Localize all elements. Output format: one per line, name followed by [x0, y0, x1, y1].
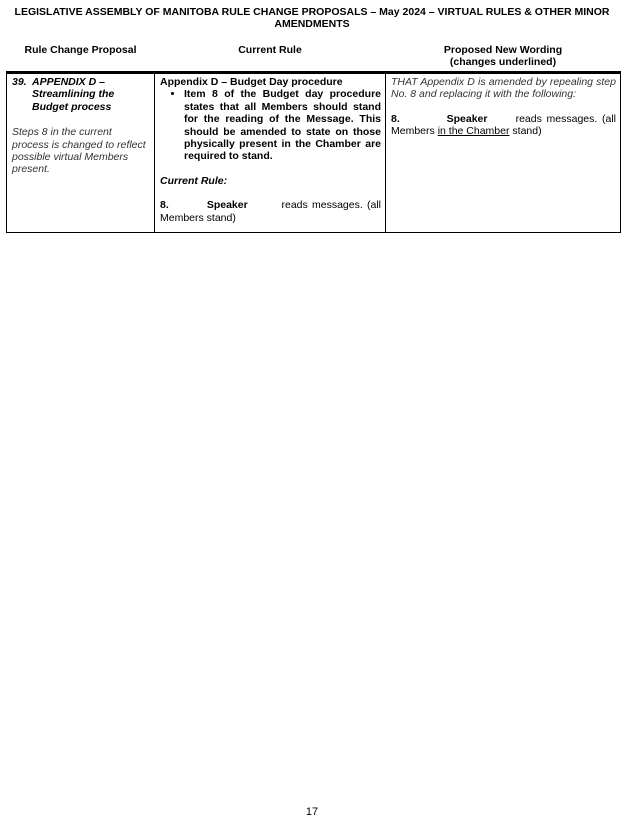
current-rule-number: 8.	[160, 199, 169, 212]
proposed-wording-underlined: in the Chamber	[437, 125, 510, 138]
rule-change-table	[6, 44, 621, 233]
proposed-wording-body-before: reads messages. (all Members	[391, 112, 616, 138]
proposal-title: APPENDIX D – Streamlining the Budget process	[32, 76, 115, 113]
proposed-wording-cell	[386, 73, 621, 233]
header-proposed-wording-line1: Proposed New Wording	[443, 44, 563, 56]
current-rule-speaker: Speaker	[206, 199, 248, 212]
proposal-description: Steps 8 in the current process is changed to reflect possible virtual Members present.	[12, 126, 146, 176]
header-proposed-wording	[386, 44, 621, 73]
proposed-wording-number: 8.	[391, 112, 400, 125]
proposed-wording-intro: THAT Appendix D is amended by repealing step No. 8 and replacing it with the following:	[391, 76, 616, 101]
table-header-row	[7, 44, 621, 73]
current-rule-text	[160, 199, 381, 224]
page-number: 17	[305, 806, 319, 818]
header-proposed-wording-line2: (changes underlined)	[449, 56, 557, 68]
proposal-heading	[12, 76, 150, 113]
proposed-wording-body-after: stand)	[512, 125, 542, 138]
current-rule-body: reads messages. (all Members stand)	[160, 199, 381, 224]
current-rule-cell	[155, 73, 386, 233]
current-rule-bullet: • Item 8 of the Budget day procedure states that all Members should stand for the reading of the Message. This should be amended to state on those physically present in the Chamber are required to stand.	[184, 88, 381, 162]
proposed-wording-text	[391, 113, 616, 138]
page-title: LEGISLATIVE ASSEMBLY OF MANITOBA RULE CHANGE PROPOSALS – May 2024 – VIRTUAL RULES & OTHER MINOR AMENDMENTS	[14, 6, 610, 30]
table-row	[7, 73, 621, 233]
current-rule-label: Current Rule:	[160, 174, 228, 187]
header-current-rule: Current Rule	[155, 44, 386, 73]
proposal-number: 39.	[12, 76, 27, 88]
current-rule-bullets	[160, 88, 381, 162]
proposed-wording-speaker: Speaker	[446, 112, 488, 125]
header-proposal: Rule Change Proposal	[7, 44, 155, 73]
proposal-cell	[7, 73, 155, 233]
current-rule-heading: Appendix D – Budget Day procedure	[160, 76, 343, 88]
